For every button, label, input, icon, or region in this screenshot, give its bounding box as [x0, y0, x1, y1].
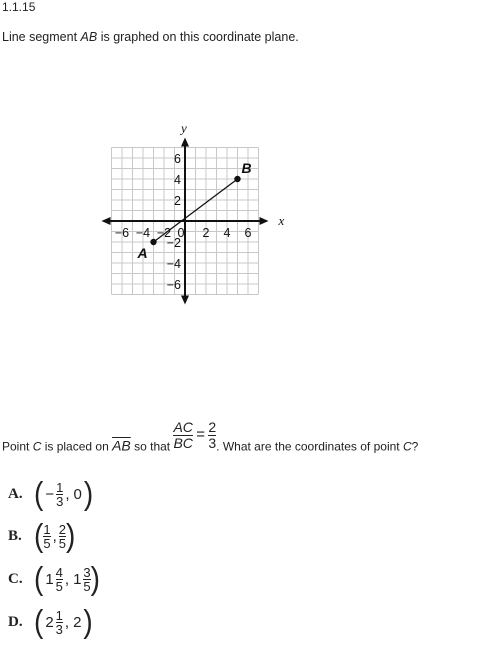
open-paren: (: [34, 475, 44, 512]
choice-letter: D.: [8, 613, 23, 630]
x-tick-label: 0: [177, 226, 185, 240]
intro-pre: Line segment: [2, 30, 81, 44]
close-paren: ): [90, 560, 100, 597]
y-fraction-numerator: 3: [83, 564, 91, 580]
y-tick-label: 4: [174, 173, 181, 187]
close-paren: ): [65, 517, 76, 554]
stem-mid: is placed on: [41, 439, 113, 454]
choice-value: [43, 566, 90, 593]
x-fraction-denominator: 3: [55, 621, 63, 637]
y-tick-label: −2: [166, 236, 181, 250]
x-sign: −: [45, 485, 55, 503]
point-a: [150, 239, 156, 245]
x-whole: 2: [45, 613, 54, 631]
x-axis-arrow-left: [102, 217, 111, 225]
point-b: [234, 176, 240, 182]
choice-c[interactable]: [8, 560, 100, 597]
stem-point-2: C: [402, 439, 412, 454]
y-fraction-denominator: 5: [58, 535, 66, 551]
open-paren: (: [34, 517, 44, 554]
open-paren: (: [34, 603, 44, 640]
x-fraction-denominator: 5: [55, 578, 63, 594]
stem-so: so that: [130, 439, 174, 454]
y-fraction-numerator: 2: [58, 521, 66, 537]
y-whole: 0: [73, 485, 82, 503]
x-tick-label: 2: [202, 226, 210, 240]
x-fraction-numerator: 4: [55, 564, 63, 580]
choice-d[interactable]: [8, 603, 93, 640]
x-tick-label: −2: [156, 226, 172, 240]
y-whole: 1: [73, 570, 82, 588]
x-fraction-denominator: 5: [43, 535, 51, 551]
y-tick-label: −4: [166, 257, 181, 271]
point-label-a: A: [137, 245, 148, 261]
close-paren: ): [83, 475, 94, 512]
x-fraction: [43, 523, 50, 550]
x-fraction-numerator: 1: [56, 479, 64, 495]
choice-value: [43, 609, 83, 636]
choice-letter: A.: [8, 485, 23, 502]
ratio-numerator: AC: [173, 419, 193, 435]
y-tick-label: 2: [174, 194, 181, 208]
choice-b[interactable]: [8, 517, 76, 554]
separator: ,: [64, 613, 70, 631]
x-tick-label: 4: [223, 226, 231, 240]
y-tick-label: 6: [174, 152, 181, 166]
intro-segment: AB: [80, 30, 98, 44]
choice-value: [43, 481, 84, 508]
x-fraction: [56, 609, 63, 636]
ratio-value-numerator: 2: [208, 419, 217, 435]
x-fraction: [56, 566, 63, 593]
x-fraction: [56, 481, 63, 508]
stem-segment: $\overline{AB}$: [112, 437, 131, 454]
x-tick-label: −4: [135, 226, 151, 240]
separator: ,: [65, 485, 70, 503]
question-stem: [2, 419, 419, 463]
point-label-b: B: [241, 160, 252, 176]
x-fraction-denominator: 3: [56, 493, 64, 509]
choice-letter: C.: [8, 570, 23, 587]
y-whole: 2: [73, 613, 82, 631]
x-axis-label: x: [278, 213, 285, 228]
y-fraction: [59, 523, 66, 550]
separator: ,: [52, 527, 57, 545]
coordinate-plane: [20, 52, 350, 372]
y-fraction-denominator: 5: [83, 578, 91, 594]
ratio-fraction: [173, 420, 192, 451]
x-tick-label: 6: [244, 226, 252, 240]
stem-point: C: [32, 439, 42, 454]
choice-a[interactable]: [8, 475, 94, 512]
stem-post: . What are the coordinates of point: [216, 439, 403, 454]
x-whole: 1: [45, 570, 54, 588]
ratio-equals: =: [196, 425, 206, 443]
choice-value: [43, 523, 66, 550]
y-axis-arrow-up: [181, 138, 189, 147]
x-fraction-numerator: 1: [43, 521, 51, 537]
question-number: 1.1.15: [2, 0, 36, 14]
stem-q: ?: [411, 439, 419, 454]
y-fraction: [83, 566, 90, 593]
y-tick-label: −6: [166, 278, 181, 292]
x-axis-arrow-right: [260, 217, 269, 225]
close-paren: ): [83, 603, 93, 640]
x-fraction-numerator: 1: [55, 607, 63, 623]
intro-text: [2, 30, 299, 44]
intro-post: is graphed on this coordinate plane.: [97, 30, 299, 44]
open-paren: (: [34, 560, 44, 597]
choice-letter: B.: [8, 527, 22, 544]
ratio-value-denominator: 3: [208, 435, 217, 451]
y-axis-label: y: [181, 120, 187, 136]
ratio-denominator: BC: [173, 435, 193, 451]
y-axis-arrow-down: [181, 296, 189, 305]
ratio-value-fraction: [208, 420, 216, 451]
stem-pre: Point: [2, 439, 33, 454]
x-tick-label: −6: [114, 226, 130, 240]
separator: ,: [64, 570, 70, 588]
